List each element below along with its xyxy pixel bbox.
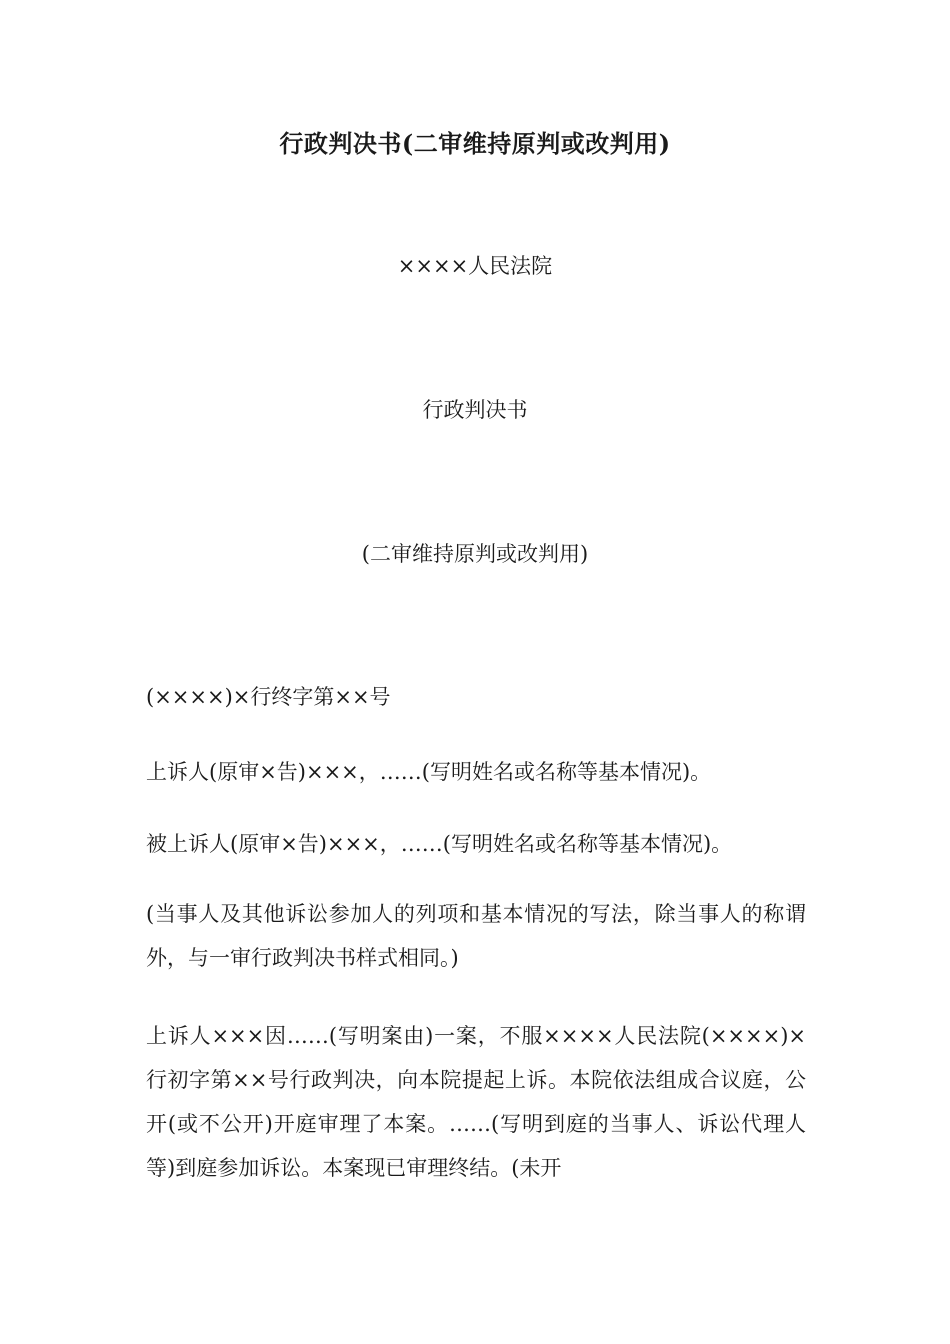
party-note-text: (当事人及其他诉讼参加人的列项和基本情况的写法，除当事人的称谓外，与一审行政判决书样式相同。) xyxy=(146,902,806,970)
proceedings-paragraph xyxy=(146,1014,806,1190)
document-type: 行政判决书 xyxy=(422,398,528,422)
appellant-paragraph xyxy=(146,750,806,794)
party-note-paragraph xyxy=(146,892,806,980)
appellee-paragraph xyxy=(146,822,806,866)
case-number-text: (××××)×行终字第××号 xyxy=(146,685,391,709)
case-number xyxy=(146,675,806,719)
appellant-text: 上诉人(原审×告)×××，……(写明姓名或名称等基本情况)。 xyxy=(146,760,712,784)
document-subtype: (二审维持原判或改判用) xyxy=(361,542,589,566)
court-name: ××××人民法院 xyxy=(397,254,553,278)
proceedings-text: 上诉人×××因……(写明案由)一案，不服××××人民法院(××××)×行初字第××号行政判决，向本院提起上诉。本院依法组成合议庭，公开(或不公开)开庭审理了本案。……(写明到庭的当事人、诉讼代理人等)到庭参加诉讼。本案现已审理终结。(未开 xyxy=(146,1024,806,1180)
appellee-text: 被上诉人(原审×告)×××，……(写明姓名或名称等基本情况)。 xyxy=(146,832,733,856)
document-title: 行政判决书(二审维持原判或改判用) xyxy=(279,129,671,158)
